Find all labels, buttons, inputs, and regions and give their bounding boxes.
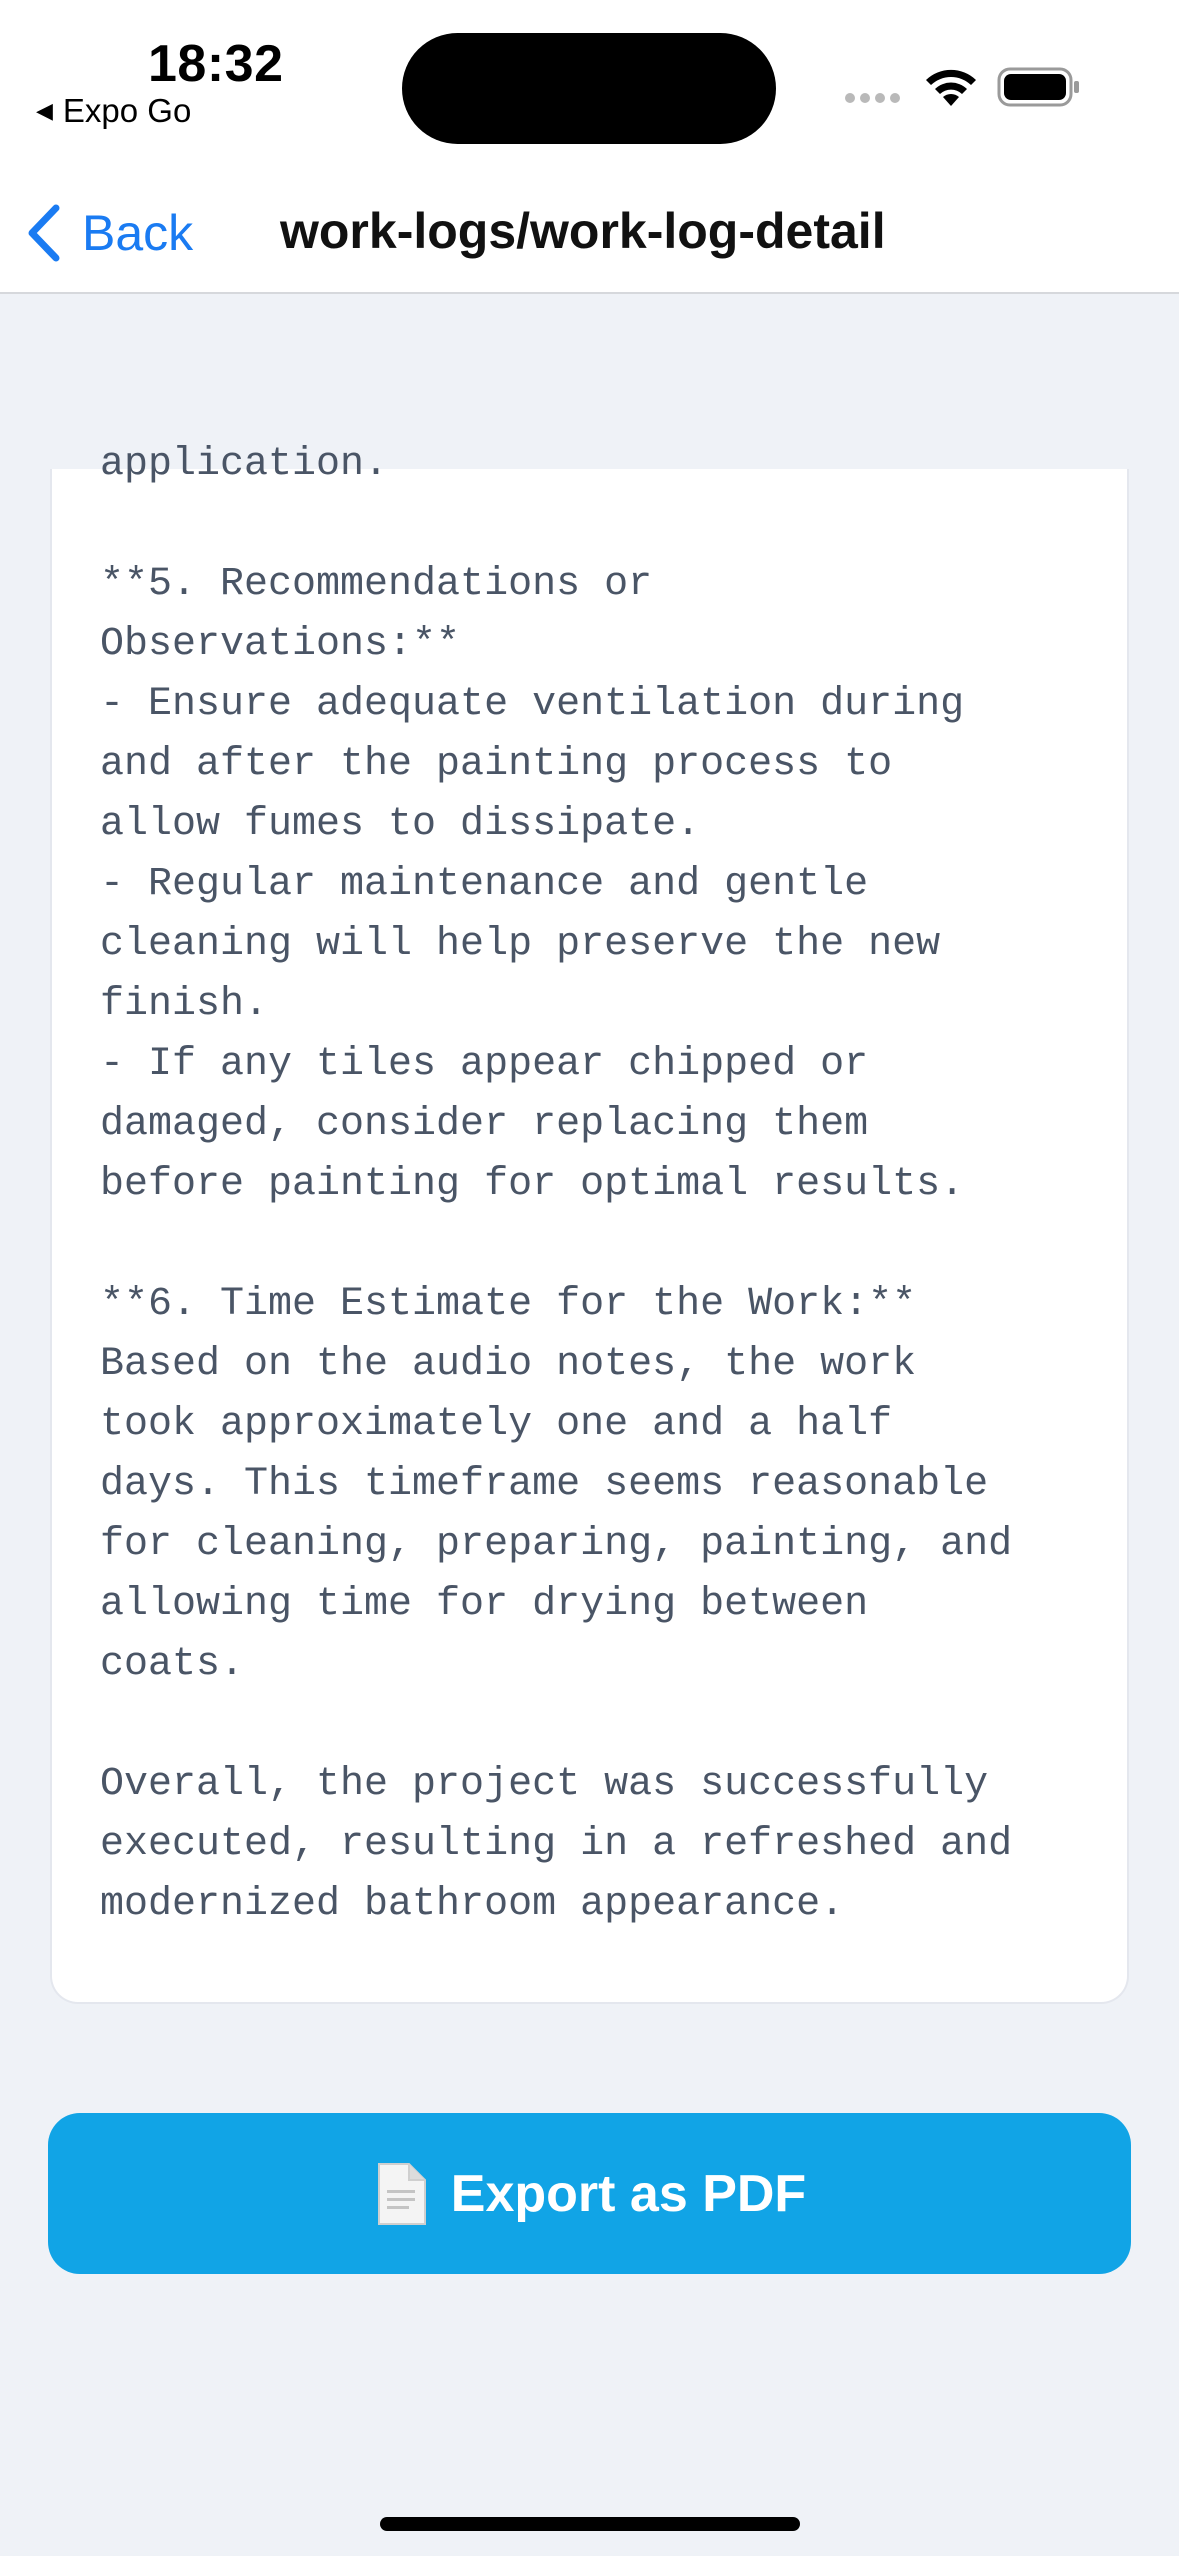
report-line: **6. Time Estimate for the Work:** [100, 1282, 917, 1327]
report-line: Based on the audio notes, the work [100, 1342, 917, 1387]
battery-icon [997, 66, 1081, 108]
work-log-report-card[interactable] [50, 442, 1129, 2004]
report-line: allowing time for drying between [100, 1582, 869, 1627]
report-line: cleaning will help preserve the new [100, 922, 941, 967]
report-line: for cleaning, preparing, painting, and [100, 1522, 1013, 1567]
signal-dots-icon [845, 93, 900, 103]
report-line: coats. [100, 1642, 245, 1687]
report-line: and after the painting process to [100, 742, 893, 787]
chevron-left-icon [24, 202, 64, 264]
back-button[interactable] [24, 198, 193, 268]
back-to-app-link[interactable] [36, 92, 191, 130]
back-triangle-icon: ◀ [36, 98, 53, 123]
back-button-label: Back [82, 205, 194, 261]
report-line: - Regular maintenance and gentle [100, 862, 869, 907]
export-pdf-button[interactable] [48, 2113, 1131, 2274]
navigation-bar [0, 170, 1179, 294]
report-blank-line [100, 495, 1100, 555]
report-line: days. This timeframe seems reasonable [100, 1462, 989, 1507]
wifi-icon [923, 66, 979, 108]
report-line: before painting for optimal results. [100, 1162, 965, 1207]
report-text [100, 435, 1100, 1935]
report-line: - If any tiles appear chipped or [100, 1042, 869, 1087]
report-line: executed, resulting in a refreshed and [100, 1822, 1013, 1867]
home-indicator[interactable] [380, 2517, 800, 2531]
report-line: allow fumes to dissipate. [100, 802, 701, 847]
report-line: - Ensure adequate ventilation during [100, 682, 965, 727]
report-line: **5. Recommendations or [100, 562, 653, 607]
report-line: Observations:** [100, 622, 461, 667]
back-to-app-label: Expo Go [62, 92, 192, 129]
report-blank-line [100, 1695, 1100, 1755]
document-icon [373, 2162, 429, 2226]
export-pdf-label: Export as PDF [450, 2164, 807, 2223]
report-line: application. [100, 442, 389, 487]
dynamic-island [402, 33, 776, 144]
status-time: 18:32 [148, 35, 284, 93]
status-bar [0, 0, 1179, 170]
report-line: modernized bathroom appearance. [100, 1882, 845, 1927]
report-blank-line [100, 1215, 1100, 1275]
report-line: damaged, consider replacing them [100, 1102, 869, 1147]
report-line: Overall, the project was successfully [100, 1762, 989, 1807]
page-title: work-logs/work-log-detail [280, 203, 886, 259]
report-line: finish. [100, 982, 269, 1027]
report-line: took approximately one and a half [100, 1402, 893, 1447]
